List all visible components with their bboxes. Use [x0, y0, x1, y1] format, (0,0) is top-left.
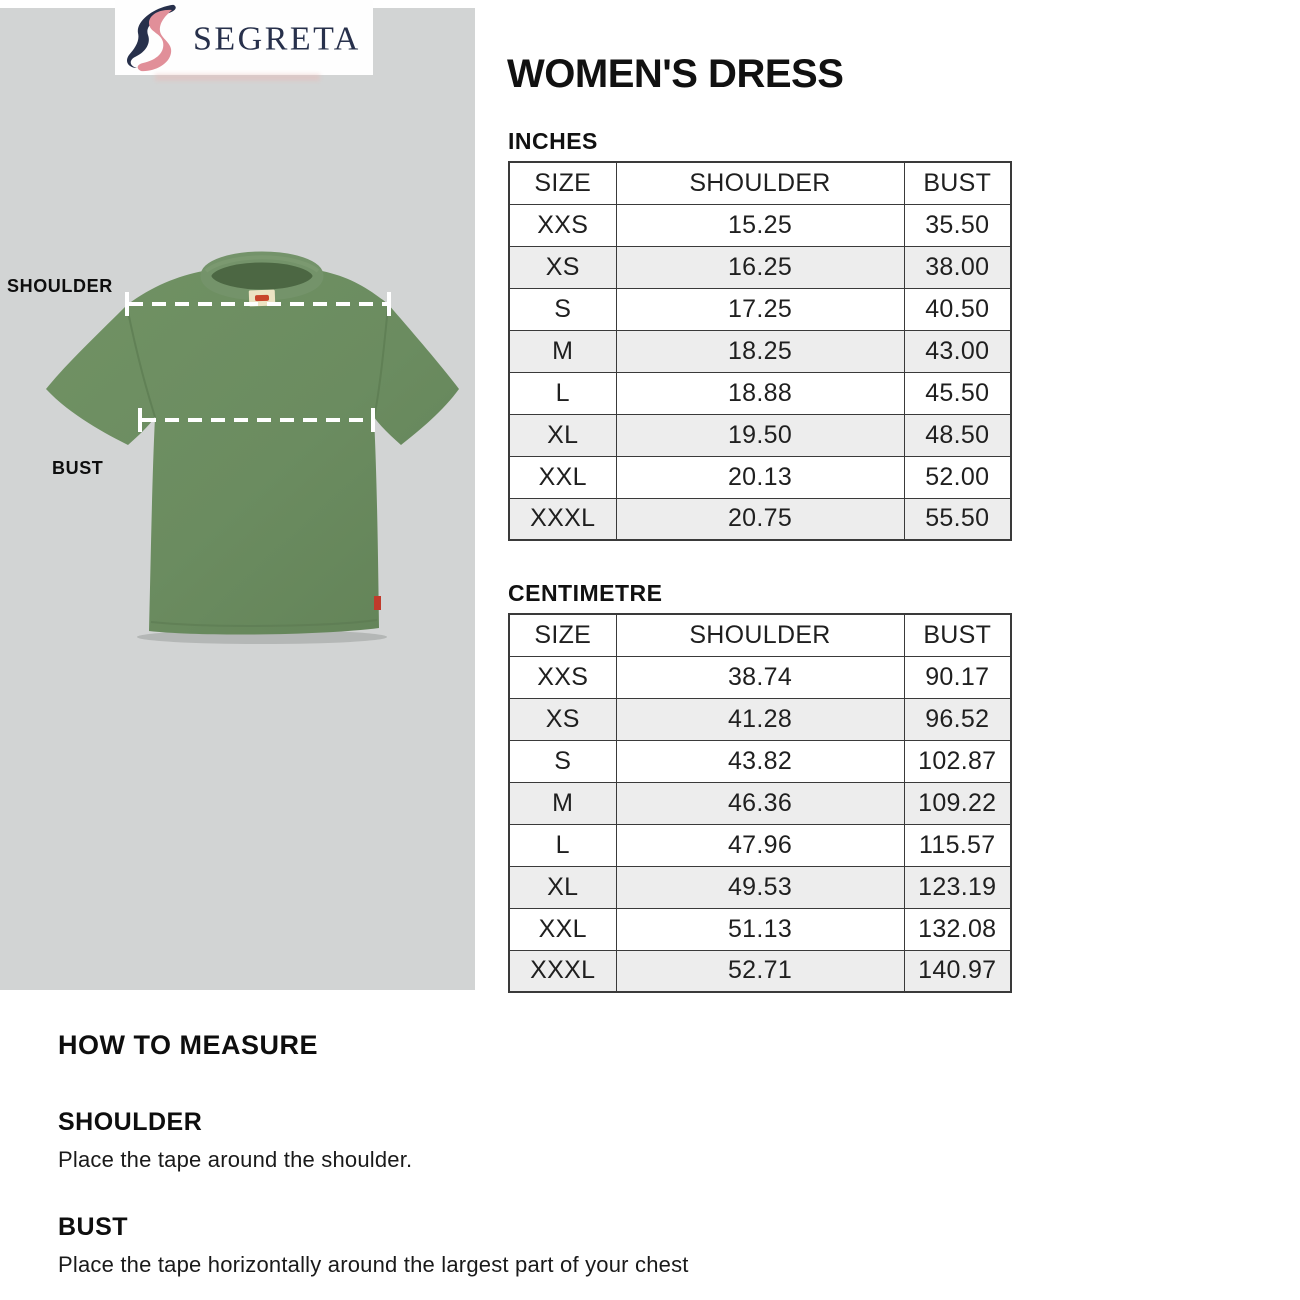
table-cell: 52.00 — [904, 456, 1011, 498]
table-cell: XXS — [509, 656, 616, 698]
shirt-body — [46, 255, 459, 635]
table-row — [509, 330, 1011, 372]
hem-tab — [374, 596, 381, 610]
inches-size-table — [508, 161, 1012, 541]
table-cell: 16.25 — [616, 246, 904, 288]
table-cell: S — [509, 288, 616, 330]
shoulder-instruction-text: Place the tape around the shoulder. — [58, 1147, 413, 1172]
table-cell: XL — [509, 866, 616, 908]
table-cell: 55.50 — [904, 498, 1011, 540]
inches-label: INCHES — [508, 128, 598, 154]
table-cell: XXS — [509, 204, 616, 246]
table-cell: XXL — [509, 456, 616, 498]
centimetre-size-table — [508, 613, 1012, 993]
tshirt-diagram — [0, 250, 475, 650]
table-row — [509, 456, 1011, 498]
table-cell: L — [509, 824, 616, 866]
page-title: WOMEN'S DRESS — [507, 52, 844, 96]
table-cell: 45.50 — [904, 372, 1011, 414]
brand-logo — [115, 0, 373, 75]
table-cell: 40.50 — [904, 288, 1011, 330]
table-row — [509, 288, 1011, 330]
table-cell: 35.50 — [904, 204, 1011, 246]
table-cell: L — [509, 372, 616, 414]
column-header: BUST — [904, 162, 1011, 204]
table-cell: 109.22 — [904, 782, 1011, 824]
table-cell: M — [509, 330, 616, 372]
table-row — [509, 372, 1011, 414]
brand-swirl-icon — [125, 2, 187, 74]
diagram-shoulder-label: SHOULDER — [7, 276, 113, 296]
table-cell: 41.28 — [616, 698, 904, 740]
table-row — [509, 414, 1011, 456]
table-row — [509, 908, 1011, 950]
table-cell: 46.36 — [616, 782, 904, 824]
table-cell: 102.87 — [904, 740, 1011, 782]
bust-instruction-heading: BUST — [58, 1213, 129, 1241]
header-row — [509, 162, 1011, 204]
how-to-measure-section — [58, 1030, 1158, 1278]
table-cell: 43.00 — [904, 330, 1011, 372]
table-cell: 47.96 — [616, 824, 904, 866]
table-cell: 17.25 — [616, 288, 904, 330]
column-header: SHOULDER — [616, 162, 904, 204]
table-row — [509, 698, 1011, 740]
column-header: BUST — [904, 614, 1011, 656]
brand-name: SEGRETA — [193, 20, 361, 58]
table-row — [509, 950, 1011, 992]
table-cell: XL — [509, 414, 616, 456]
table-cell: 132.08 — [904, 908, 1011, 950]
table-cell: 18.88 — [616, 372, 904, 414]
table-cell: 18.25 — [616, 330, 904, 372]
how-to-measure-title: HOW TO MEASURE — [58, 1030, 319, 1060]
table-row — [509, 782, 1011, 824]
table-cell: 123.19 — [904, 866, 1011, 908]
table-cell: 15.25 — [616, 204, 904, 246]
table-cell: 96.52 — [904, 698, 1011, 740]
table-cell: 48.50 — [904, 414, 1011, 456]
table-cell: 49.53 — [616, 866, 904, 908]
table-cell: M — [509, 782, 616, 824]
table-cell: 115.57 — [904, 824, 1011, 866]
shoulder-instruction-heading: SHOULDER — [58, 1108, 203, 1136]
table-cell: 52.71 — [616, 950, 904, 992]
table-row — [509, 498, 1011, 540]
column-header: SIZE — [509, 162, 616, 204]
table-cell: 38.74 — [616, 656, 904, 698]
centimetre-label: CENTIMETRE — [508, 580, 663, 606]
logo-cropped-tagline — [155, 74, 320, 81]
header-row — [509, 614, 1011, 656]
table-cell: XXXL — [509, 498, 616, 540]
table-cell: 90.17 — [904, 656, 1011, 698]
table-cell: XS — [509, 246, 616, 288]
table-cell: 20.13 — [616, 456, 904, 498]
table-cell: 43.82 — [616, 740, 904, 782]
table-cell: 51.13 — [616, 908, 904, 950]
table-cell: XXL — [509, 908, 616, 950]
column-header: SHOULDER — [616, 614, 904, 656]
table-cell: 20.75 — [616, 498, 904, 540]
table-cell: S — [509, 740, 616, 782]
bust-instruction-text: Place the tape horizontally around the largest part of your chest — [58, 1252, 689, 1277]
table-row — [509, 656, 1011, 698]
table-row — [509, 740, 1011, 782]
table-cell: 38.00 — [904, 246, 1011, 288]
diagram-bust-label: BUST — [52, 458, 104, 478]
table-cell: XXXL — [509, 950, 616, 992]
table-row — [509, 866, 1011, 908]
table-cell: XS — [509, 698, 616, 740]
table-cell: 19.50 — [616, 414, 904, 456]
table-cell: 140.97 — [904, 950, 1011, 992]
column-header: SIZE — [509, 614, 616, 656]
table-row — [509, 824, 1011, 866]
table-row — [509, 204, 1011, 246]
table-row — [509, 246, 1011, 288]
